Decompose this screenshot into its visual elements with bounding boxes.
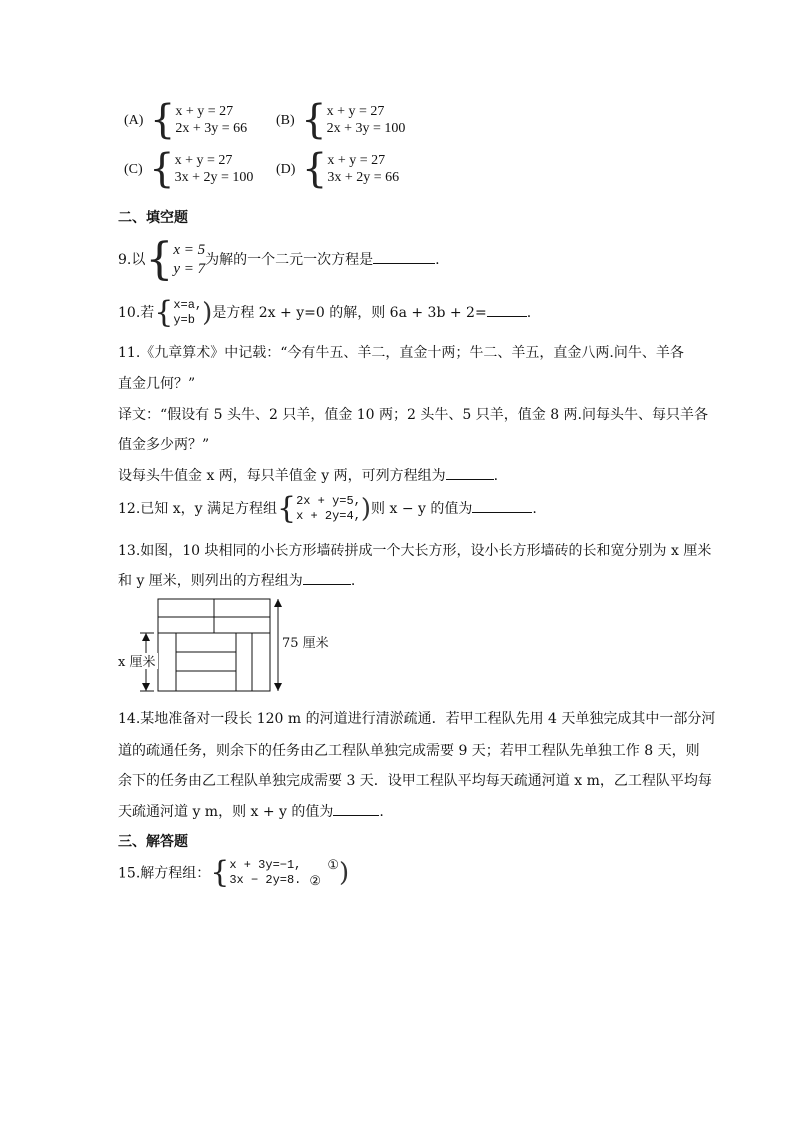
question-9: [118, 234, 440, 285]
brace-icon: {: [301, 97, 327, 143]
option-d-system: [301, 146, 400, 192]
right-paren-icon: ): [202, 298, 213, 328]
arrow-down-icon: [274, 683, 282, 691]
q9-eq1: x = 5: [173, 242, 206, 259]
q11-line5: [118, 465, 498, 485]
q10-eq1: x=a,: [173, 298, 203, 312]
q9-answer-blank[interactable]: [373, 249, 435, 264]
q9-text: 为解的一个二元一次方程是: [205, 252, 374, 268]
q12-text: 则 x − y 的值为: [371, 501, 473, 517]
option-d-label: (D): [276, 162, 296, 177]
option-a-label: (A): [124, 113, 144, 128]
q12-eq2: x + 2y=4,: [296, 509, 361, 523]
q13-line2: [118, 570, 355, 590]
q14-answer-blank[interactable]: [333, 801, 379, 816]
q11-prompt: 设每头牛值金 x 两，每只羊值金 y 两，可列方程组为: [118, 468, 446, 484]
option-d: [276, 146, 400, 192]
75cm-label: 75 厘米: [282, 636, 329, 651]
brace-icon: {: [149, 97, 176, 143]
arrow-up-icon: [142, 633, 150, 641]
q9-eq2: y = 7: [173, 261, 206, 277]
option-a-eq1: x + y = 27: [175, 103, 234, 119]
q13-end: .: [350, 573, 356, 589]
arrow-down-icon: [142, 683, 150, 691]
option-d-eq1: x + y = 27: [327, 152, 386, 168]
q15-eq1: x + 3y=−1,: [229, 858, 302, 873]
section-heading-fill-blank: 二、填空题: [118, 210, 188, 226]
q10-answer-blank[interactable]: [487, 302, 527, 317]
q13-prompt: 和 y 厘米，则列出的方程组为: [118, 573, 303, 589]
option-a: [124, 97, 248, 143]
q15-number: 15.解方程组：: [118, 865, 211, 882]
right-paren-icon: ): [339, 858, 350, 889]
q10-eq2: y=b: [173, 313, 195, 327]
q11-line3: 译文：“假设有 5 头牛、2 只羊，值金 10 两；2 头牛、5 只羊，值金 8 两.问每头牛、每只羊各: [118, 407, 709, 423]
option-b: [276, 97, 406, 143]
q15-mark-1: ①: [327, 857, 340, 872]
q14-end: .: [379, 804, 384, 820]
q11-line1: 11.《九章算术》中记载：“今有牛五、羊二，直金十两；牛二、羊五，直金八两.问牛、羊各: [118, 345, 684, 361]
option-b-system: [301, 97, 406, 143]
option-c-eq1: x + y = 27: [174, 152, 233, 168]
brace-icon: {: [154, 295, 174, 330]
question-10: [118, 295, 532, 330]
arrow-up-icon: [274, 599, 282, 607]
right-paren-icon: ): [360, 494, 372, 524]
brace-icon: {: [301, 146, 328, 192]
q12-answer-blank[interactable]: [472, 498, 532, 513]
x-cm-label: x 厘米: [118, 655, 156, 670]
option-c-label: (C): [124, 162, 143, 177]
q11-end: .: [493, 468, 499, 484]
option-a-eq2: 2x + 3y = 66: [175, 121, 248, 136]
brick-figure: [118, 593, 328, 695]
brace-icon: {: [145, 234, 174, 285]
q12-end: .: [532, 501, 537, 517]
q15-mark-2: ②: [309, 873, 322, 889]
option-b-eq1: x + y = 27: [326, 103, 385, 119]
q14-line1: 14.某地准备对一段长 120 m 的河道进行清淤疏通．若甲工程队先用 4 天单独完成其中一部分河: [118, 711, 716, 727]
brace-icon: {: [276, 491, 297, 526]
q13-answer-blank[interactable]: [303, 570, 351, 585]
q9-system: [145, 234, 206, 285]
q10-end: .: [526, 305, 532, 321]
q12-system: [276, 491, 372, 526]
q14-prompt: 天疏通河道 y m，则 x + y 的值为: [118, 804, 334, 820]
q15-eq2: 3x − 2y=8.: [229, 873, 302, 888]
option-b-eq2: 2x + 3y = 100: [326, 121, 406, 136]
q10-text: 是方程 2x + y=0 的解，则 6a + 3b + 2=: [212, 305, 487, 321]
q9-end: .: [435, 252, 440, 268]
q15-system: [210, 857, 349, 890]
q10-number: 10.若: [118, 305, 155, 321]
section-heading-answer: 三、解答题: [118, 834, 188, 850]
q11-line2: 直金几何？”: [118, 376, 196, 392]
brace-icon: {: [149, 146, 175, 192]
q12-number: 12.已知 x，y 满足方程组: [118, 501, 277, 517]
q14-line2: 道的疏通任务，则余下的任务由乙工程队单独完成需要 9 天；若甲工程队先单独工作 8 天，则: [118, 743, 700, 759]
option-b-label: (B): [276, 113, 295, 128]
option-a-system: [149, 97, 248, 143]
option-c: [124, 146, 254, 192]
brace-icon: {: [210, 855, 230, 891]
q11-line4: 值金多少两？”: [118, 437, 210, 453]
option-c-system: [149, 146, 254, 192]
q14-line3: 余下的任务由乙工程队单独完成需要 3 天．设甲工程队平均每天疏通河道 x m，乙工程队平均每: [118, 773, 712, 789]
question-12: [118, 491, 537, 526]
option-d-eq2: 3x + 2y = 66: [327, 170, 400, 185]
q13-line1: 13.如图，10 块相同的小长方形墙砖拼成一个大长方形，设小长方形墙砖的长和宽分别为 x 厘米: [118, 543, 712, 559]
q11-answer-blank[interactable]: [446, 465, 494, 480]
q10-system: [154, 295, 213, 330]
q9-number: 9.以: [118, 252, 146, 268]
question-15: [118, 857, 349, 890]
q14-line4: [118, 801, 384, 821]
option-c-eq2: 3x + 2y = 100: [174, 170, 254, 185]
q12-eq1: 2x + y=5,: [296, 494, 361, 508]
